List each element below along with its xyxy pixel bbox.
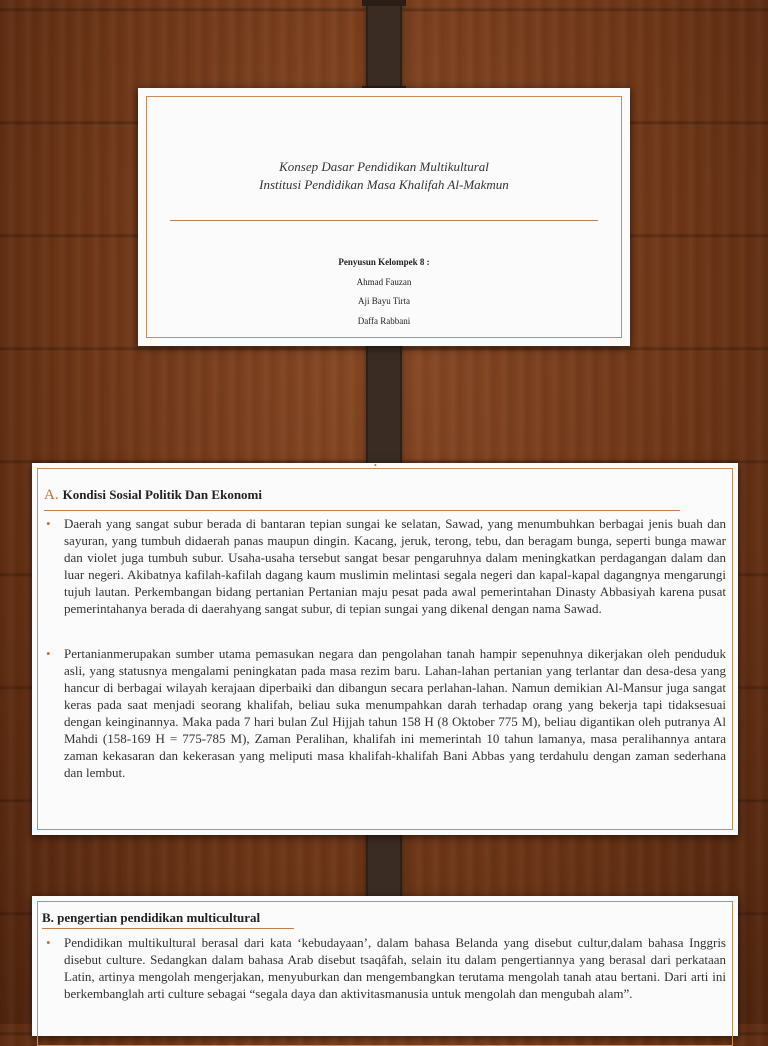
top-bullet-marker: • bbox=[374, 461, 377, 470]
author-name: Aji Bayu Tirta bbox=[357, 296, 410, 306]
title-line-2: Institusi Pendidikan Masa Khalifah Al-Makmun bbox=[259, 177, 509, 192]
section-b-paragraph bbox=[46, 934, 726, 1002]
author-name: Daffa Rabbani bbox=[357, 315, 411, 326]
paragraph-text: Pertanianmerupakan sumber utama pemasukan negara dan pengolahan tanah hampir sepenuhnya dikerjakan oleh penduduk asli, yang statusnya mengalami peningkatan pada masa rezim baru. Lahan-lahan pertanian yang terlantar dan desa-desa yang hancur di berbagai wilayah kerajaan diperbaiki dan dibangun secara perlahan-lahan. Namun demikian Al-Mansur juga sangat keras pada saat menjadi seorang khalifah, beliau suka menumpahkan darah terhadap orang yang bekerja tapi tidaksesuai dengan keinginannya. Maka pada 7 hari bulan Zul Hijjah tahun 158 H (8 Oktober 775 M), beliau digantikan oleh putranya Al Mahdi (158-169 H = 775-785 M), Zaman Peralihan, khalifah ini memerintah 10 tahun lamanya, masa peralihannya antara zaman kekasaran dan kekerasan yang meliputi masa khalifah-khalifah Bani Abbas yang terdahulu dengan zaman sederhana dan lembut. bbox=[64, 646, 726, 780]
slide-section-a bbox=[32, 463, 738, 835]
section-a-title: Kondisi Sosial Politik Dan Ekonomi bbox=[62, 487, 262, 502]
bullet-icon: • bbox=[46, 516, 51, 531]
paragraph-text: Daerah yang sangat subur berada di bantaran tepian sungai ke selatan, Sawad, yang menumbuhkan berbagai jenis buah dan sayuran, yang tumbuh didaerah panas maupun dingin. Kacang, jeruk, terong, tebu, dan beragam bunga, seperti bunga mawar dan violet juga tumbuh subur. Usaha-usaha tersebut sangat besar pengaruhnya dalam meningkatkan perdagangan dalam dan luar negeri. Akibatnya kafilah-kafilah dagang kaum muslimin melintasi segala negeri dan kapal-kapal dagangnya mengarungi tujuh lautan. Perkembangan bidang pertanian Pertanian maju pesat pada awal pemerintahan Dinasty Abbasiyah karena pusat pemerintahanya berada di daerahyang sangat subur, di tepian sungai yang dikenal dengan nama Sawad. bbox=[64, 516, 726, 616]
slide-title bbox=[138, 158, 630, 194]
title-slide bbox=[138, 88, 630, 346]
authors-block bbox=[138, 253, 630, 331]
bullet-icon: • bbox=[46, 646, 51, 661]
slide-section-b bbox=[32, 896, 738, 1036]
bullet-icon: • bbox=[46, 935, 51, 950]
section-a-heading bbox=[44, 487, 262, 504]
section-a-marker: A. bbox=[44, 487, 59, 503]
hanging-strap-middle bbox=[366, 330, 402, 480]
author-name: Ahmad Fauzan bbox=[356, 276, 412, 287]
section-b-heading: B. pengertian pendidikan multicultural bbox=[42, 910, 261, 925]
section-b-rule bbox=[42, 928, 294, 929]
section-a-paragraph bbox=[46, 515, 726, 617]
title-line-1: Konsep Dasar Pendidikan Multikultural bbox=[279, 159, 489, 174]
paragraph-text: Pendidikan multikultural berasal dari kata ‘kebudayaan’, dalam bahasa Belanda yang disebut cultur,dalam bahasa Inggris disebut culture. Sedangkan dalam bahasa Arab disebut tsaqâfah, selain itu dalam pengertiannya yang berasal dari perkataan Latin, artinya mengolah mengerjakan, menyuburkan dan mengembangkan terutama mengolah tanah atau bertani. Dari arti ini berkembanglah arti culture sebagai “segala daya dan aktivitasmanusia untuk mengolah dan mengubah alam”. bbox=[64, 935, 726, 1001]
hanging-strap-top bbox=[366, 0, 402, 92]
title-divider bbox=[170, 220, 598, 221]
section-a-paragraph bbox=[46, 645, 726, 781]
section-a-rule bbox=[44, 510, 680, 511]
authors-heading: Penyusun Kelompek 8 : bbox=[338, 257, 430, 267]
